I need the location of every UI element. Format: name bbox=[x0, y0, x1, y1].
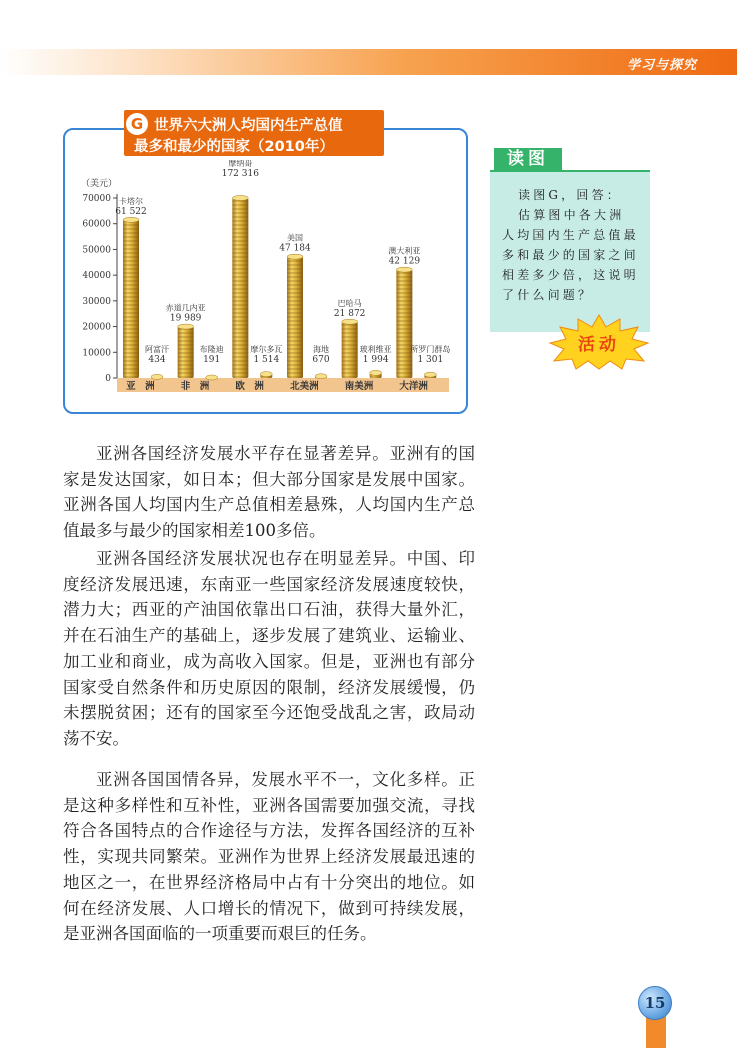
value-label: 191 bbox=[203, 355, 221, 365]
country-label: 美国 bbox=[287, 233, 303, 243]
continent-label: 大洋洲 bbox=[399, 381, 428, 392]
value-label: 42 129 bbox=[388, 256, 421, 267]
country-label: 阿富汗 bbox=[145, 345, 169, 354]
country-label: 摩尔多瓦 bbox=[250, 345, 283, 354]
value-label: 1 301 bbox=[417, 355, 444, 365]
value-label: 670 bbox=[312, 355, 330, 365]
body-paragraph-2: 亚洲各国经济发展状况也存在明显差异。中国、印度经济发展迅速，东南亚一些国家经济发展速度较快，潜力大；西亚的产油国依靠出口石油，获得大量外汇，并在石油生产的基础上，逐步发展了建筑业、运输业、加工业和商业，成为高收入国家。但是，亚洲也有部分国家受自然条件和历史原因的限制，经济发展缓慢，仍未摆脱贫困；还有的国家至今还饱受战乱之害，政局动荡不安。 bbox=[63, 549, 475, 748]
body-paragraph-1: 亚洲各国经济发展水平存在显著差异。亚洲有的国家是发达国家，如日本；但大部分国家是发展中国家。亚洲各国人均国内生产总值相差悬殊，人均国内生产总值最多与最少的国家相差100多倍。 bbox=[63, 444, 475, 541]
page-number: 15 bbox=[638, 986, 672, 1020]
question-line: 了什么问题？ bbox=[502, 288, 594, 302]
bar-cap bbox=[151, 374, 163, 379]
country-label: 玻利维亚 bbox=[359, 345, 392, 354]
country-label: 海地 bbox=[313, 345, 329, 354]
value-label: 47 184 bbox=[279, 243, 311, 254]
continent-label: 非 洲 bbox=[180, 381, 210, 392]
country-label: 巴哈马 bbox=[337, 298, 362, 308]
bar-stripes bbox=[342, 322, 358, 378]
value-label: 1 994 bbox=[362, 355, 389, 365]
bar-cap bbox=[370, 370, 382, 375]
y-axis-label: （美元） bbox=[81, 179, 118, 189]
y-tick-label: 50000 bbox=[82, 245, 111, 256]
value-label: 434 bbox=[148, 355, 166, 365]
y-tick-label: 60000 bbox=[82, 219, 111, 230]
y-tick-label: 20000 bbox=[82, 322, 111, 333]
chart-title-line1: 世界六大洲人均国内生产总值 bbox=[154, 118, 343, 134]
bar-cap bbox=[206, 375, 218, 380]
chart-title-line2: 最多和最少的国家（2010年） bbox=[134, 139, 334, 155]
bar-stripes bbox=[178, 327, 194, 378]
bar-cap bbox=[424, 372, 436, 377]
activity-starburst bbox=[548, 313, 650, 371]
activity-label: 活动 bbox=[578, 335, 620, 355]
continent-label: 亚 洲 bbox=[126, 381, 155, 392]
question-line: 相差多少倍，这说明 bbox=[502, 268, 639, 282]
value-label: 172 316 bbox=[221, 169, 259, 179]
bar-cap bbox=[123, 217, 139, 222]
continent-label: 南美洲 bbox=[344, 381, 374, 392]
read-map-tab: 读图 bbox=[494, 148, 562, 170]
bar-cap bbox=[342, 319, 358, 324]
country-label: 所罗门群岛 bbox=[410, 345, 451, 354]
continent-label: 北美洲 bbox=[290, 381, 319, 392]
value-label: 61 522 bbox=[115, 206, 147, 217]
country-label: 摩纳哥 bbox=[228, 160, 253, 168]
bar-stripes bbox=[232, 198, 248, 378]
continent-label: 欧 洲 bbox=[235, 381, 264, 392]
bar-cap bbox=[396, 267, 412, 272]
question-line: 多和最少的国家之间 bbox=[502, 248, 639, 262]
question-line: 估算图中各大洲 bbox=[518, 208, 625, 222]
y-tick-label: 10000 bbox=[82, 348, 111, 359]
value-label: 19 989 bbox=[169, 313, 202, 324]
country-label: 澳大利亚 bbox=[388, 246, 421, 256]
bar-cap bbox=[260, 372, 272, 377]
question-line: 读图G，回答： bbox=[518, 188, 622, 202]
country-label: 赤道几内亚 bbox=[165, 303, 206, 313]
country-label: 布隆迪 bbox=[199, 345, 224, 354]
bar-stripes bbox=[123, 220, 139, 378]
bar-cap bbox=[178, 324, 194, 329]
y-tick-label: 70000 bbox=[82, 194, 111, 204]
country-label: 卡塔尔 bbox=[119, 196, 143, 206]
gdp-bar-chart bbox=[65, 160, 461, 408]
y-tick-label: 30000 bbox=[82, 296, 111, 307]
chart-badge: G bbox=[126, 113, 148, 135]
section-title: 学习与探究 bbox=[626, 58, 697, 73]
bar-stripes bbox=[396, 270, 412, 378]
body-paragraph-3: 亚洲各国国情各异，发展水平不一，文化多样。正是这种多样性和互补性，亚洲各国需要加强交流，寻找符合各国特点的合作途径与方法，发挥各国经济的互补性，实现共同繁荣。亚洲作为世界上经济发展最迅速的地区之一，在世界经济格局中占有十分突出的地位。如何在经济发展、人口增长的情况下，做到可持续发展，是亚洲各国面临的一项重要而艰巨的任务。 bbox=[63, 770, 475, 944]
bar-cap bbox=[232, 196, 248, 201]
y-tick-label: 40000 bbox=[82, 271, 111, 282]
question-line: 人均国内生产总值最 bbox=[502, 228, 639, 242]
value-label: 1 514 bbox=[253, 355, 280, 365]
value-label: 21 872 bbox=[333, 308, 366, 319]
bar-cap bbox=[287, 254, 303, 259]
bar-stripes bbox=[287, 257, 303, 378]
bar-cap bbox=[315, 374, 327, 379]
y-tick-label: 0 bbox=[105, 374, 111, 384]
